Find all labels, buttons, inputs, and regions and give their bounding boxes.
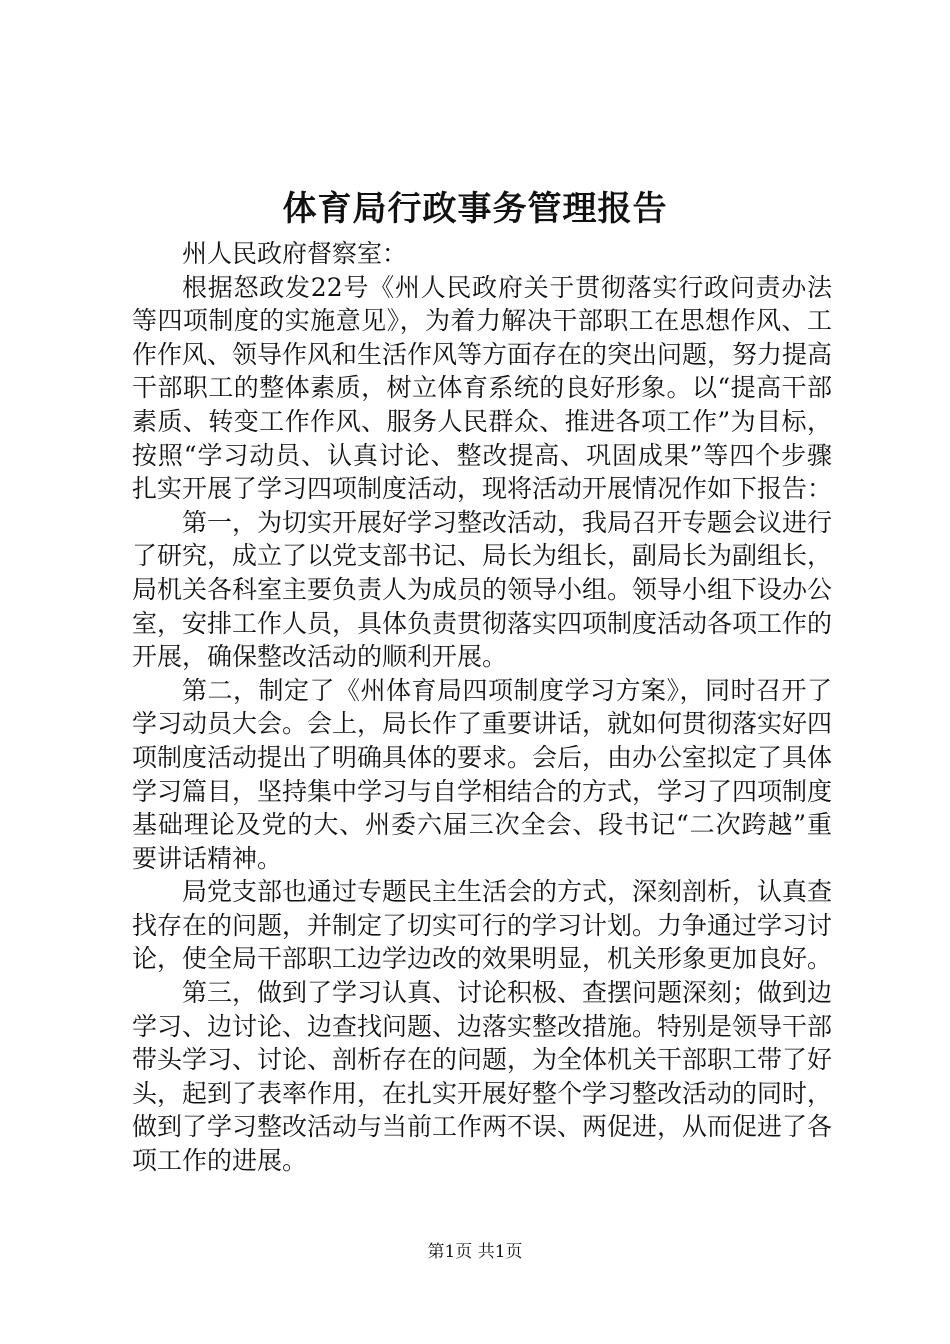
salutation-paragraph: 州人民政府督察室：: [182, 239, 408, 268]
third-point-paragraph: 第三，做到了学习认真、讨论积极、查摆问题深刻；做到边学习、边讨论、边查找问题、边落实整改措施。特别是领导干部带头学习、讨论、剖析存在的问题，为全体机关干部职工带了好头，起到了表率作用，在扎实开展好整个学习整改活动的同时，做到了学习整改活动与当前工作两不误、两促进，从而促进了各项工作的进展。: [132, 978, 833, 1176]
second-point-paragraph: 第二，制定了《州体育局四项制度学习方案》，同时召开了学习动员大会。会上，局长作了重要讲话，就如何贯彻落实好四项制度活动提出了明确具体的要求。会后，由办公室拟定了具体学习篇目，坚持集中学习与自学相结合的方式，学习了四项制度基础理论及党的大、州委六届三次全会、段书记“二次跨越”重要讲话精神。: [132, 675, 833, 873]
first-point-paragraph: 第一，为切实开展好学习整改活动，我局召开专题会议进行了研究，成立了以党支部书记、局长为组长，副局长为副组长，局机关各科室主要负责人为成员的领导小组。领导小组下设办公室，安排工作人员，具体负责贯彻落实四项制度活动各项工作的开展，确保整改活动的顺利开展。: [132, 507, 833, 672]
intro-paragraph: 根据怒政发22号《州人民政府关于贯彻落实行政问责办法等四项制度的实施意见》，为着力解决干部职工在思想作风、工作作风、领导作风和生活作风等方面存在的突出问题，努力提高干部职工的整体素质，树立体育系统的良好形象。以“提高干部素质、转变工作作风、服务人民群众、推进各项工作”为目标，按照“学习动员、认真讨论、整改提高、巩固成果”等四个步骤扎实开展了学习四项制度活动，现将活动开展情况作如下报告：: [132, 272, 833, 504]
document-body: [132, 237, 832, 1178]
document-title: 体育局行政事务管理报告: [282, 189, 668, 229]
page-footer: 第1页 共1页: [427, 1242, 523, 1262]
party-branch-paragraph: 局党支部也通过专题民主生活会的方式，深刻剖析，认真查找存在的问题，并制定了切实可行的学习计划。力争通过学习讨论，使全局干部职工边学边改的效果明显，机关形象更加良好。: [132, 877, 833, 974]
